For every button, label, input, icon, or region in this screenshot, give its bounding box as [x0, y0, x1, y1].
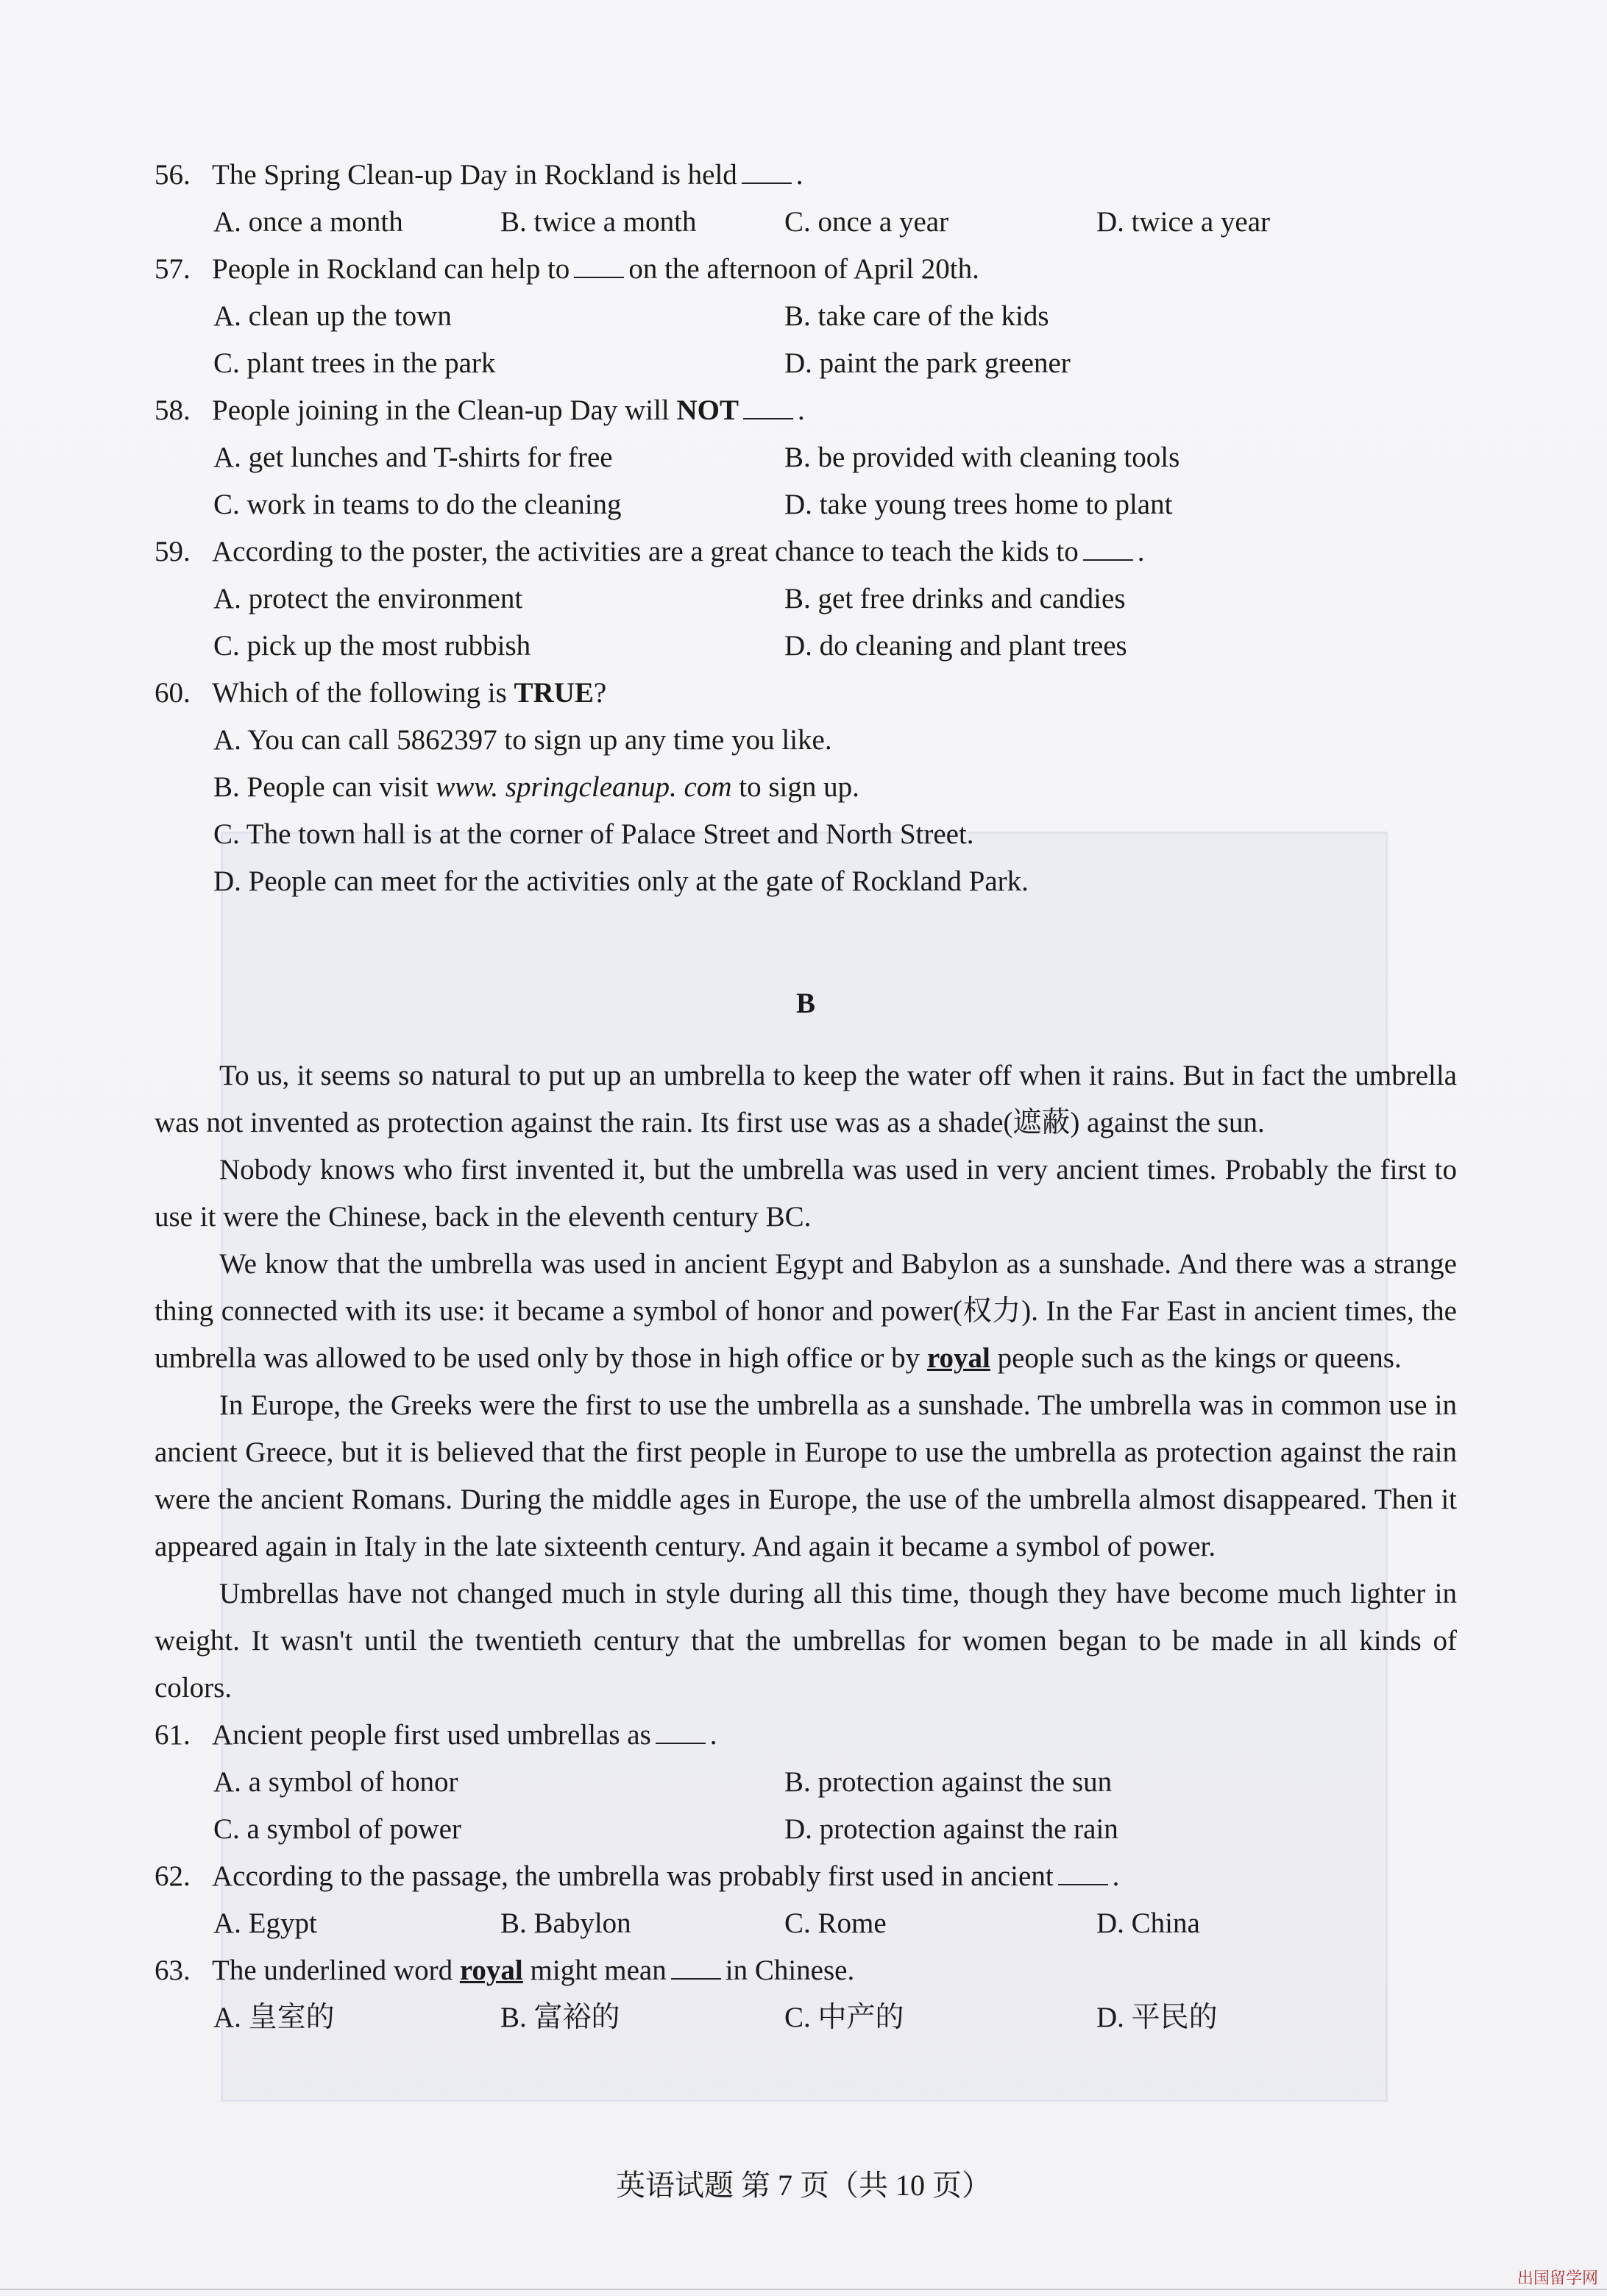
- option: C. work in teams to do the cleaning: [213, 489, 622, 520]
- options-56: [155, 199, 1457, 246]
- watermark: 出国留学网: [1516, 2270, 1598, 2288]
- exam-content: [155, 152, 1457, 2041]
- option: D. paint the park greener: [784, 347, 1071, 379]
- passage-paragraph: To us, it seems so natural to put up an umbrella to keep the water off when it rains. But in fact the umbrella was not invented as protection against the rain. Its first use was as a shade(遮蔽) against the sun.: [155, 1060, 1457, 1138]
- option: C. once a year: [784, 206, 949, 238]
- option: D. do cleaning and plant trees: [784, 630, 1127, 662]
- passage-paragraph: Nobody knows who first invented it, but the umbrella was used in very ancient times. Probably the first to use it were the Chinese, back in the eleventh century BC.: [155, 1154, 1457, 1233]
- option: B. twice a month: [500, 206, 697, 238]
- option: C. The town hall is at the corner of Palace Street and North Street.: [213, 818, 974, 850]
- option: A. get lunches and T-shirts for free: [213, 442, 613, 473]
- answer-blank: [1083, 537, 1133, 561]
- options-58-row1: [155, 434, 1457, 481]
- option: D. People can meet for the activities only at the gate of Rockland Park.: [213, 865, 1029, 897]
- options-59-row1: [155, 575, 1457, 623]
- answer-blank: [742, 160, 792, 184]
- question-59: 59. According to the poster, the activities are a great chance to teach the kids to .: [155, 536, 1145, 567]
- option: A. You can call 5862397 to sign up any time you like.: [213, 724, 832, 756]
- option: D. take young trees home to plant: [784, 489, 1173, 520]
- option: D. 平民的: [1096, 2002, 1218, 2033]
- option: A. protect the environment: [213, 583, 523, 614]
- option: A. 皇室的: [213, 2002, 335, 2033]
- passage-paragraph: Umbrellas have not changed much in style during all this time, though they have become much lighter in weight. It wasn't until the twentieth century that the umbrellas for women began to be made in all kinds of colors.: [155, 1578, 1457, 1704]
- option: A. clean up the town: [213, 300, 452, 332]
- options-57-row2: [155, 340, 1457, 387]
- question-62: 62. According to the passage, the umbrella was probably first used in ancient .: [155, 1860, 1120, 1892]
- section-b-title: B: [795, 988, 815, 1019]
- answer-blank: [671, 1956, 721, 1980]
- option: D. China: [1096, 1907, 1200, 1939]
- option: B. 富裕的: [500, 2002, 620, 2033]
- option: A. a symbol of honor: [213, 1766, 458, 1798]
- underlined-word: royal: [459, 1955, 523, 1986]
- underlined-word: royal: [926, 1342, 990, 1374]
- option: A. once a month: [213, 206, 403, 238]
- options-62: [155, 1900, 1457, 1947]
- option: B. protection against the sun: [784, 1766, 1113, 1798]
- scan-edge-divider: [0, 2289, 1607, 2290]
- answer-blank: [574, 255, 624, 278]
- passage-paragraph: We know that the umbrella was used in ancient Egypt and Babylon as a sunshade. And there was a strange thing connected with its use: it became a symbol of honor and power(权力). In the Far East in ancient times, the umbrella was allowed to be used only by those in high office or by royal people such as the kings or queens.: [155, 1248, 1457, 1374]
- option: B. People can visit www. springcleanup. com to sign up.: [213, 771, 859, 803]
- option: B. be provided with cleaning tools: [784, 442, 1180, 473]
- options-58-row2: [155, 481, 1457, 528]
- options-61-row2: [155, 1806, 1457, 1853]
- option: A. Egypt: [213, 1907, 317, 1939]
- option: B. Babylon: [500, 1907, 631, 1939]
- answer-blank: [1058, 1862, 1108, 1885]
- options-57-row1: [155, 293, 1457, 340]
- option: C. Rome: [784, 1907, 887, 1939]
- option: B. get free drinks and candies: [784, 583, 1126, 614]
- question-57: 57. People in Rockland can help to on the afternoon of April 20th.: [155, 253, 979, 285]
- options-63: [155, 1994, 1457, 2041]
- option: C. pick up the most rubbish: [213, 630, 531, 662]
- options-59-row2: [155, 623, 1457, 670]
- option: C. plant trees in the park: [213, 347, 496, 379]
- passage-paragraph: In Europe, the Greeks were the first to use the umbrella as a sunshade. The umbrella was in common use in ancient Greece, but it is believed that the first people in Europe to use the umbrella as protection against the rain were the ancient Romans. During the middle ages in Europe, the use of the umbrella almost disappeared. Then it appeared again in Italy in the late sixteenth century. And again it became a symbol of power.: [155, 1389, 1457, 1562]
- options-61-row1: [155, 1759, 1457, 1806]
- question-63: 63. The underlined word royal might mean in Chinese.: [155, 1955, 855, 1986]
- website-url: www. springcleanup. com: [436, 771, 732, 803]
- answer-blank: [743, 396, 793, 419]
- option: C. a symbol of power: [213, 1813, 461, 1845]
- page-footer: 英语试题 第 7 页（共 10 页）: [616, 2169, 991, 2202]
- question-56: 56. The Spring Clean-up Day in Rockland is held .: [155, 159, 804, 191]
- question-58: 58. People joining in the Clean-up Day will NOT .: [155, 394, 805, 426]
- option: D. protection against the rain: [784, 1813, 1118, 1845]
- answer-blank: [656, 1721, 706, 1744]
- question-61: 61. Ancient people first used umbrellas as .: [155, 1719, 717, 1751]
- question-60: 60. Which of the following is TRUE?: [155, 677, 607, 709]
- option: D. twice a year: [1096, 206, 1271, 238]
- option: B. take care of the kids: [784, 300, 1049, 332]
- option: C. 中产的: [784, 2002, 904, 2033]
